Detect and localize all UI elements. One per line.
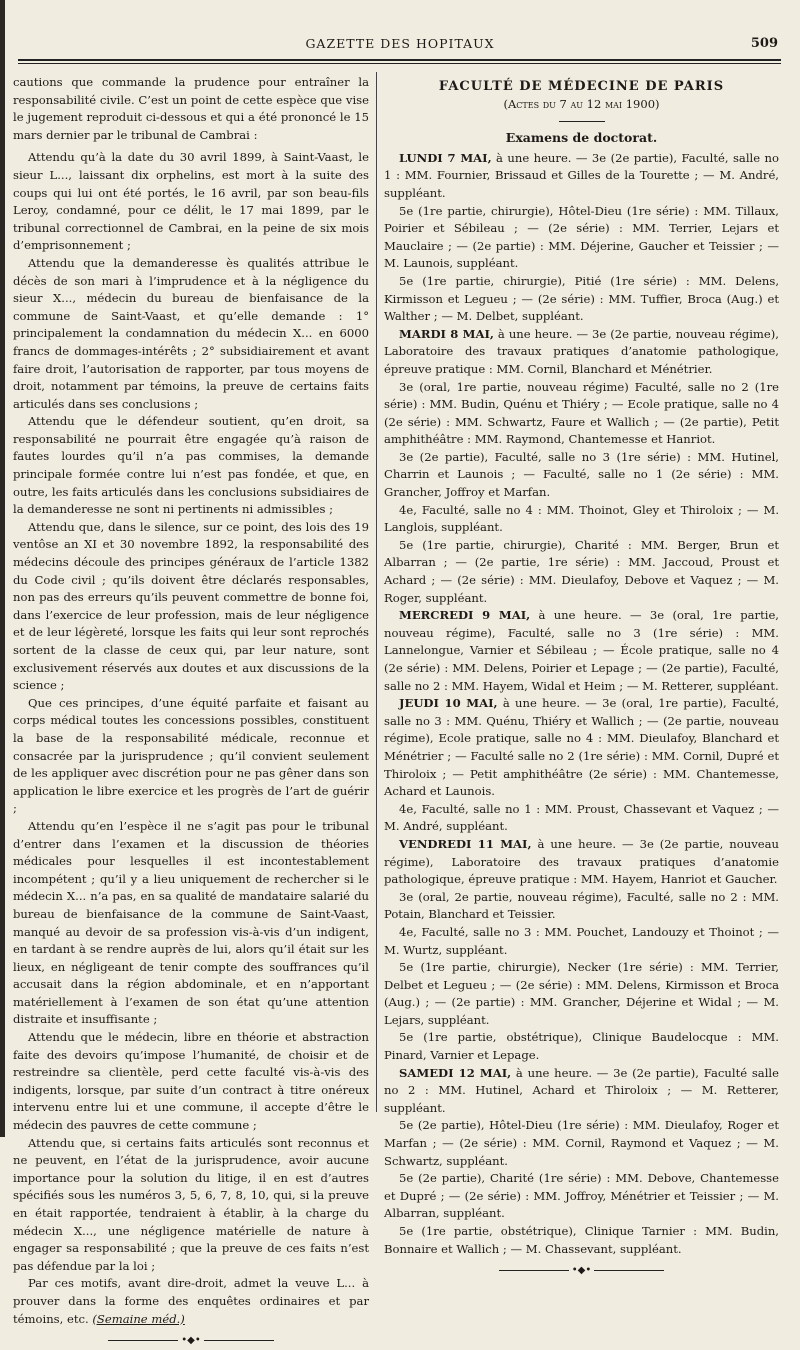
- header-rule-thin: [18, 63, 781, 64]
- paragraph: Attendu que le défendeur soutient, qu’en droit, sa responsabilité ne pourrait être engagée qu’à raison de fautes lourdes qu’il n’a pas commises, la demande principale formée contre lui n’est pas fondée, et que, en outre, les faits articulés dans les conclusions subsidiaires de la demanderesse ne sont ni pertinents ni admissibles ;: [13, 414, 369, 517]
- exam-entry: [384, 502, 779, 537]
- exam-entry: [384, 801, 779, 836]
- binding-edge: [0, 0, 5, 1137]
- exam-text: 3e (oral, 1re partie, nouveau régime) Faculté, salle no 2 (1re série) : MM. Budin, Quénu et Thiéry ; — Ecole pratique, salle no 4 (2e série) : MM. Schwartz, Faure et Wallich ; — (2e partie), Petit amphithéâtre : MM. Raymond, Chantemesse et Hanriot.: [384, 379, 779, 447]
- exam-text: à une heure. — 3e (2e partie), Faculté, salle no 1 : MM. Fournier, Brissaud et Gilles de la Tourette ; — M. André, suppléant.: [384, 150, 779, 200]
- section-heading: FACULTÉ DE MÉDECINE DE PARIS: [438, 79, 725, 94]
- left-column: [13, 74, 369, 1350]
- paragraph: Attendu qu’à la date du 30 avril 1899, à Saint-Vaast, le sieur L..., laissant dix orphelins, est mort à la suite des coups qui lui ont été portés, le 16 avril, par son beau-fils Leroy, condamné, pour ce délit, le 17 mai 1899, par le tribunal correctionnel de Cambrai, en la peine de six mois d’emprisonnement ;: [13, 150, 369, 253]
- exam-text: à une heure. — 3e (2e partie, nouveau régime), Laboratoire des travaux pratiques d’anatomie pathologique, épreuve pratique : MM. Hayem, Hanriot et Gaucher.: [384, 836, 779, 887]
- exam-text: 5e (1re partie, chirurgie), Necker (1re série) : MM. Terrier, Delbet et Legueu ; — (2e série) : MM. Delens, Kirmisson et Broca (Aug.) ; — (2e partie) : MM. Grancher, Déjerine et Widal ; — M. Lejars, suppléant.: [384, 960, 779, 1027]
- header-rule-thick: [18, 59, 781, 61]
- exam-entry: [384, 150, 779, 203]
- exam-entry: [384, 1170, 779, 1223]
- exam-day: SAMEDI 12 MAI,: [399, 1065, 512, 1080]
- exam-entry: [384, 1223, 779, 1258]
- exam-entry: [384, 924, 779, 959]
- exam-text: 4e, Faculté, salle no 4 : MM. Thoinot, Gley et Thiroloix ; — M. Langlois, suppléant.: [384, 502, 779, 535]
- exam-entry: [384, 836, 779, 889]
- end-ornament: •◆•: [13, 1332, 369, 1350]
- paragraph: Attendu qu’en l’espèce il ne s’agit pas pour le tribunal d’entrer dans l’examen et la discussion de théories médicales pour lesquelles il est incontestablement incompétent ; qu’il y a lieu uniquement de rechercher si le médecin X... n’a pas, en sa qualité de mandataire salarié du bureau de bienfaisance de la commune de Saint-Vaast, manqué au devoir de sa profession vis-à-vis d’un indigent, en tardant à se rendre auprès de lui, alors qu’il était sur les lieux, en négligeant de tenir compte des souffrances qu’il accusait dans la région abdominale, et en n’apportant matériellement à l’examen de son état qu’une attention distraite et insuffisante ;: [13, 818, 369, 1027]
- exam-day: LUNDI 7 MAI,: [399, 150, 492, 165]
- exam-text: à une heure. — 3e (2e partie, nouveau régime), Laboratoire des travaux pratiques d’anatomie pathologique, épreuve pratique : MM. Cornil, Blanchard et Ménétrier.: [384, 326, 779, 376]
- source-citation: (Semaine méd.): [92, 1311, 185, 1326]
- exam-text: 5e (2e partie), Hôtel-Dieu (1re série) : MM. Dieulafoy, Roger et Marfan ; — (2e série) : MM. Cornil, Raymond et Vaquez ; — M. Schwartz, suppléant.: [384, 1118, 779, 1168]
- exam-text: 5e (1re partie, chirurgie), Hôtel-Dieu (1re série) : MM. Tillaux, Poirier et Sébileau ; — (2e série) : MM. Terrier, Lejars et Mauclaire ; — (2e partie) : MM. Déjerine, Gaucher et Teissier ; — M. Launois, suppléant.: [384, 203, 779, 271]
- exam-entry: [384, 273, 779, 326]
- closing-text: Par ces motifs, avant dire-droit, admet la veuve L... à prouver dans la forme des enquêtes ordinaires et par témoins, etc.: [13, 1276, 369, 1326]
- exam-entry: [384, 695, 779, 801]
- exam-entry: [384, 203, 779, 273]
- right-column: [384, 74, 779, 1280]
- paragraph: Que ces principes, d’une équité parfaite et faisant au corps médical toutes les concessions possibles, constituent la base de la responsabilité médicale, reconnue et consacrée par la jurisprudence ; qu’il convient seulement de les appliquer avec discrétion pour ne pas gêner dans son application le libre exercice et les progrès de l’art de guérir ;: [13, 695, 369, 816]
- exam-entry: [384, 1117, 779, 1170]
- paragraph: Attendu que, dans le silence, sur ce point, des lois des 19 ventôse an XI et 30 novembre 1892, la responsabilité des médecins découle des principes généraux de l’article 1382 du Code civil ; qu’ils doivent être déclarés responsables, non pas des erreurs qu’ils peuvent commettre de bonne foi, dans l’exercice de leur profession, mais de leur négligence et de leur légèreté, lorsque les faits qui leur sont reprochés sortent de la classe de ceux qui, par leur nature, sont exclusivement réservés aux doutes et aux discussions de la science ;: [13, 519, 369, 693]
- section-subheading: (Actes du 7 au 12 mai 1900): [503, 96, 660, 111]
- exam-entry: [384, 959, 779, 1029]
- column-divider: [376, 72, 377, 1112]
- page-number: 509: [750, 36, 778, 51]
- exam-text: à une heure. — 3e (2e partie), Faculté salle no 2 : MM. Hutinel, Achard et Thiroloix ; — M. Retterer, suppléant.: [384, 1065, 779, 1115]
- paragraph: Attendu que la demanderesse ès qualités attribue le décès de son mari à l’imprudence et à la négligence du sieur X..., médecin du bureau de bienfaisance de la commune de Saint-Vaast, et qu’elle demande : 1° principalement la condamnation du médecin X... en 6000 francs de dommages-intérêts ; 2° subsidiairement et avant faire droit, l’autorisation de rapporter, par tous moyens de droit, notamment par témoins, la preuve de certains faits articulés dans ses conclusions ;: [13, 255, 369, 411]
- exam-text: 5e (1re partie, obstétrique), Clinique Tarnier : MM. Budin, Bonnaire et Wallich ; — M. Chassevant, suppléant.: [384, 1224, 779, 1256]
- exam-day: VENDREDI 11 MAI,: [399, 836, 532, 851]
- exam-entry: [384, 537, 779, 607]
- exam-entry: [384, 449, 779, 502]
- exam-entry: [384, 379, 779, 449]
- paragraph: cautions que commande la prudence pour entraîner la responsabilité civile. C’est un point de cette espèce que vise le jugement reproduit ci-dessous et qui a été prononcé le 15 mars dernier par le tribunal de Cambrai :: [13, 75, 369, 142]
- exam-entry: [384, 607, 779, 695]
- exam-entry: [384, 889, 779, 924]
- exam-entry: [384, 1029, 779, 1064]
- exam-text: à une heure. — 3e (oral, 1re partie), Faculté, salle no 3 : MM. Quénu, Thiéry et Wallich ; — (2e partie, nouveau régime), Ecole pratique, salle no 4 : MM. Dieulafoy, Blanchard et Ménétrier ; — Faculté salle no 2 (1re série) : MM. Cornil, Dupré et Thiroloix ; — Petit amphithéâtre (2e série) : MM. Chantemesse, Achard et Launois.: [384, 696, 779, 799]
- exam-text: 3e (2e partie), Faculté, salle no 3 (1re série) : MM. Hutinel, Charrin et Launois ; — Faculté, salle no 1 (2e série) : MM. Grancher, Joffroy et Marfan.: [384, 449, 779, 500]
- end-ornament: •◆•: [384, 1262, 779, 1280]
- exam-text: à une heure. — 3e (oral, 1re partie, nouveau régime), Faculté, salle no 3 (1re série) : MM. Lannelongue, Varnier et Sébileau ; — École pratique, salle no 4 (2e série) : MM. Delens, Poirier et Lepage ; — (2e partie), Faculté, salle no 2 : MM. Hayem, Widal et Heim ; — M. Retterer, suppléant.: [384, 608, 779, 693]
- exam-entries: [384, 150, 779, 1258]
- exam-day: JEUDI 10 MAI,: [399, 696, 498, 711]
- exam-heading: Examens de doctorat.: [505, 130, 658, 146]
- paragraph: Attendu que, si certains faits articulés sont reconnus et ne peuvent, en l’état de la jurisprudence, avoir aucune importance pour la solution du litige, il en est d’autres spécifiés sous les numéros 3, 5, 6, 7, 8, 10, qui, si la preuve en était rapportée, tendraient à établir, à la charge du médecin X..., une négligence matérielle de nature à engager sa responsabilité ; que la preuve de ces faits n’est pas défendue par la loi ;: [13, 1135, 369, 1273]
- exam-text: 4e, Faculté, salle no 1 : MM. Proust, Chassevant et Vaquez ; — M. André, suppléant.: [384, 801, 779, 834]
- exam-entry: [384, 326, 779, 379]
- exam-text: 5e (1re partie, chirurgie), Pitié (1re série) : MM. Delens, Kirmisson et Legueu ; — (2e série) : MM. Tuffier, Broca (Aug.) et Walther ; — M. Delbet, suppléant.: [384, 273, 779, 324]
- exam-day: MERCREDI 9 MAI,: [399, 608, 531, 623]
- exam-text: 4e, Faculté, salle no 3 : MM. Pouchet, Landouzy et Thoinot ; — M. Wurtz, suppléant.: [384, 924, 779, 957]
- exam-text: 5e (1re partie, chirurgie), Charité : MM. Berger, Brun et Albarran ; — (2e partie, 1re série) : MM. Jaccoud, Proust et Achard ; — (2e série) : MM. Dieulafoy, Debove et Vaquez ; — M. Roger, suppléant.: [384, 537, 779, 605]
- exam-text: 5e (2e partie), Charité (1re série) : MM. Debove, Chantemesse et Dupré ; — (2e série) : MM. Joffroy, Ménétrier et Teissier ; — M. Albarran, suppléant.: [384, 1171, 779, 1221]
- exam-day: MARDI 8 MAI,: [399, 326, 494, 341]
- short-rule: [559, 121, 605, 122]
- exam-entry: [384, 1065, 779, 1118]
- paragraph: Attendu que le médecin, libre en théorie et abstraction faite des devoirs qu’impose l’humanité, de choisir et de restreindre sa clientèle, perd cette faculté vis-à-vis des indigents, lorsque, par suite d’un contract à titre onéreux intervenu entre lui et une commune, il accepte d’être le médecin des pauvres de cette commune ;: [13, 1030, 369, 1133]
- journal-title: GAZETTE DES HOPITAUX: [305, 36, 495, 51]
- exam-text: 5e (1re partie, obstétrique), Clinique Baudelocque : MM. Pinard, Varnier et Lepage.: [384, 1030, 779, 1063]
- exam-text: 3e (oral, 2e partie, nouveau régime), Faculté, salle no 2 : MM. Potain, Blanchard et Teissier.: [384, 889, 779, 922]
- closing-paragraph: [13, 1275, 369, 1328]
